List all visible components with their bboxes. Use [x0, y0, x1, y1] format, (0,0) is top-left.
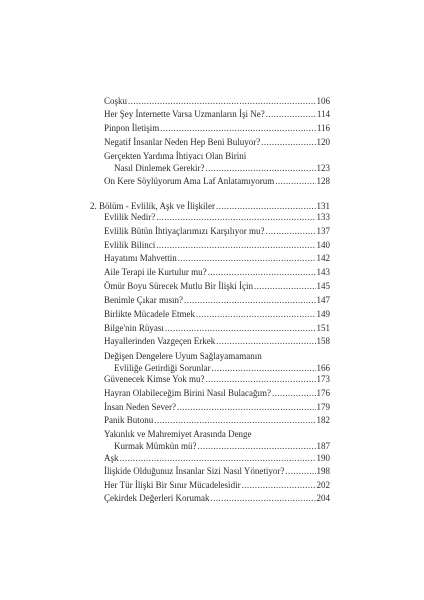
toc-entry-page: 137 — [316, 226, 330, 236]
toc-entry-title: Ömür Boyu Sürecek Mutlu Bir İlişki İçin — [104, 281, 253, 291]
toc-entry-title-line1: Gerçekten Yardıma İhtiyacı Olan Birini — [104, 151, 247, 161]
toc-entry-title: İnsan Neden Sever? — [104, 402, 176, 412]
toc-chapter-title: 2. Bölüm - Evlilik, Aşk ve İlişkiler — [90, 201, 215, 211]
dot-leader — [266, 108, 316, 120]
toc-entry-title: Kurmak Mümkün mü? — [114, 441, 197, 451]
toc-entry-title: Evlilik Bilinci — [104, 240, 156, 250]
toc-entry — [104, 465, 330, 477]
toc-entry-title: Nasıl Dinlemek Gerekir? — [114, 163, 205, 173]
dot-leader — [261, 136, 315, 148]
dot-leader — [254, 280, 316, 292]
toc-entry-title: Evliliğe Getirdiği Sorunlar — [114, 363, 211, 373]
toc-entry-page: 142 — [316, 253, 330, 263]
toc-entry-page: 182 — [316, 415, 330, 425]
toc-entry — [104, 387, 330, 399]
toc-entry — [104, 308, 330, 320]
toc-entry-title: Hayran Olabileceğim Birini Nasıl Bulacağım? — [104, 388, 271, 398]
toc-entry-title: Aşk — [104, 453, 119, 463]
toc-entry-page: 198 — [316, 466, 330, 476]
toc-entry — [104, 335, 330, 347]
toc-entry-title: Evlilik Bütün İhtiyaçlarımızı Karşılıyor mu? — [104, 226, 265, 236]
toc-entry — [104, 452, 330, 464]
toc-entry-page: 131 — [316, 201, 330, 211]
dot-leader — [177, 401, 316, 413]
toc-entry-page: 147 — [316, 295, 330, 305]
toc-entry — [104, 322, 330, 334]
toc-entry-title: Hayallerinden Vazgeçen Erkek — [104, 336, 216, 346]
toc-entry-title: Panik Butonu — [104, 415, 154, 425]
toc-entry-page: 202 — [316, 480, 330, 490]
toc-entry — [104, 150, 330, 174]
toc-entry — [104, 414, 330, 426]
dot-leader — [206, 373, 316, 385]
toc-entry — [104, 252, 330, 264]
toc-entry-title: Benimle Çıkar mısın? — [104, 295, 183, 305]
dot-leader — [156, 211, 315, 223]
toc-entry-page: 114 — [316, 109, 330, 119]
toc-entry — [104, 428, 330, 452]
toc-entry-page: 106 — [316, 96, 330, 106]
toc-entry — [104, 373, 330, 385]
toc-entry-page: 151 — [316, 323, 330, 333]
dot-leader — [120, 452, 316, 464]
toc-entry-page: 143 — [316, 267, 330, 277]
toc-entry-title: Aile Terapi ile Kurtulur mu? — [104, 267, 207, 277]
toc-entry-title: Güvenecek Kimse Yok mu? — [104, 374, 205, 384]
toc-entry — [104, 239, 330, 251]
dot-leader — [154, 414, 315, 426]
toc-entry-page: 133 — [316, 212, 330, 222]
toc-entry-page: 116 — [316, 123, 330, 133]
toc-entry-title: Evlilik Nedir? — [104, 212, 156, 222]
dot-leader — [196, 308, 316, 320]
toc-entry-title: Negatif İnsanlar Neden Hep Beni Buluyor? — [104, 137, 261, 147]
toc-entry-page: 179 — [316, 402, 330, 412]
dot-leader — [275, 175, 315, 187]
dot-leader — [156, 239, 315, 251]
toc-entry-page: 158 — [316, 336, 330, 346]
toc-entry — [104, 401, 330, 413]
dot-leader — [242, 479, 316, 491]
dot-leader — [272, 387, 316, 399]
toc-entry — [104, 294, 330, 306]
toc-entry-title: Birlikte Mücadele Etmek — [104, 309, 195, 319]
toc-entry-page: 145 — [316, 281, 330, 291]
toc-entry-title: Çekirdek Değerleri Korumak — [104, 493, 210, 503]
toc-entry-title: On Kere Söylüyorum Ama Laf Anlatamıyorum — [104, 176, 275, 186]
dot-leader — [208, 266, 316, 278]
toc-entry-page: 166 — [316, 363, 330, 373]
toc-entry-title: İlişkide Olduğunuz İnsanlar Sizi Nasıl Yönetiyor? — [104, 466, 285, 476]
toc-entry — [104, 108, 330, 120]
dot-leader — [205, 162, 315, 174]
toc-entry-title-line1: Değişen Dengelere Uyum Sağlayamamanın — [104, 351, 262, 361]
dot-leader — [210, 492, 315, 504]
toc-entry — [104, 95, 330, 107]
toc-entry — [104, 175, 330, 187]
dot-leader — [165, 322, 316, 334]
toc-entry — [104, 350, 330, 374]
toc-entry-page: 140 — [316, 240, 330, 250]
toc-entry-title: Bilge'nin Rüyası — [104, 323, 164, 333]
toc-entry-page: 190 — [316, 453, 330, 463]
toc-entry-page: 187 — [316, 441, 330, 451]
toc-entry-title: Pinpon İletişim — [104, 123, 160, 133]
toc-entry — [104, 136, 330, 148]
dot-leader — [285, 465, 315, 477]
toc-entry — [104, 479, 330, 491]
toc-entry-page: 123 — [316, 163, 330, 173]
dot-leader — [128, 95, 315, 107]
dot-leader — [184, 294, 316, 306]
toc-entry — [104, 211, 330, 223]
toc-entry-title: Her Şey İnternette Varsa Uzmanların İşi Ne? — [104, 109, 265, 119]
toc-entry-page: 173 — [316, 374, 330, 384]
dot-leader — [216, 335, 315, 347]
dot-leader — [198, 440, 316, 452]
toc-entry-page: 204 — [316, 493, 330, 503]
toc-entry — [104, 122, 330, 134]
toc-entry-page: 176 — [316, 388, 330, 398]
dot-leader — [160, 122, 316, 134]
toc-entry-page: 149 — [316, 309, 330, 319]
toc-entry-title: Coşku — [104, 96, 128, 106]
toc-entry-title: Her Tür İlişki Bir Sınır Mücadelesidir — [104, 480, 241, 490]
dot-leader — [265, 225, 315, 237]
toc-entry-page: 120 — [316, 137, 330, 147]
dot-leader — [178, 252, 316, 264]
toc-entry — [104, 492, 330, 504]
toc-entry — [104, 280, 330, 292]
toc-entry-page: 128 — [316, 176, 330, 186]
toc-entry-title-line1: Yakınlık ve Mahremiyet Arasında Denge — [104, 429, 252, 439]
toc-entry-title: Hayatımı Mahvettin — [104, 253, 177, 263]
toc-entry — [104, 225, 330, 237]
toc-entry — [104, 266, 330, 278]
